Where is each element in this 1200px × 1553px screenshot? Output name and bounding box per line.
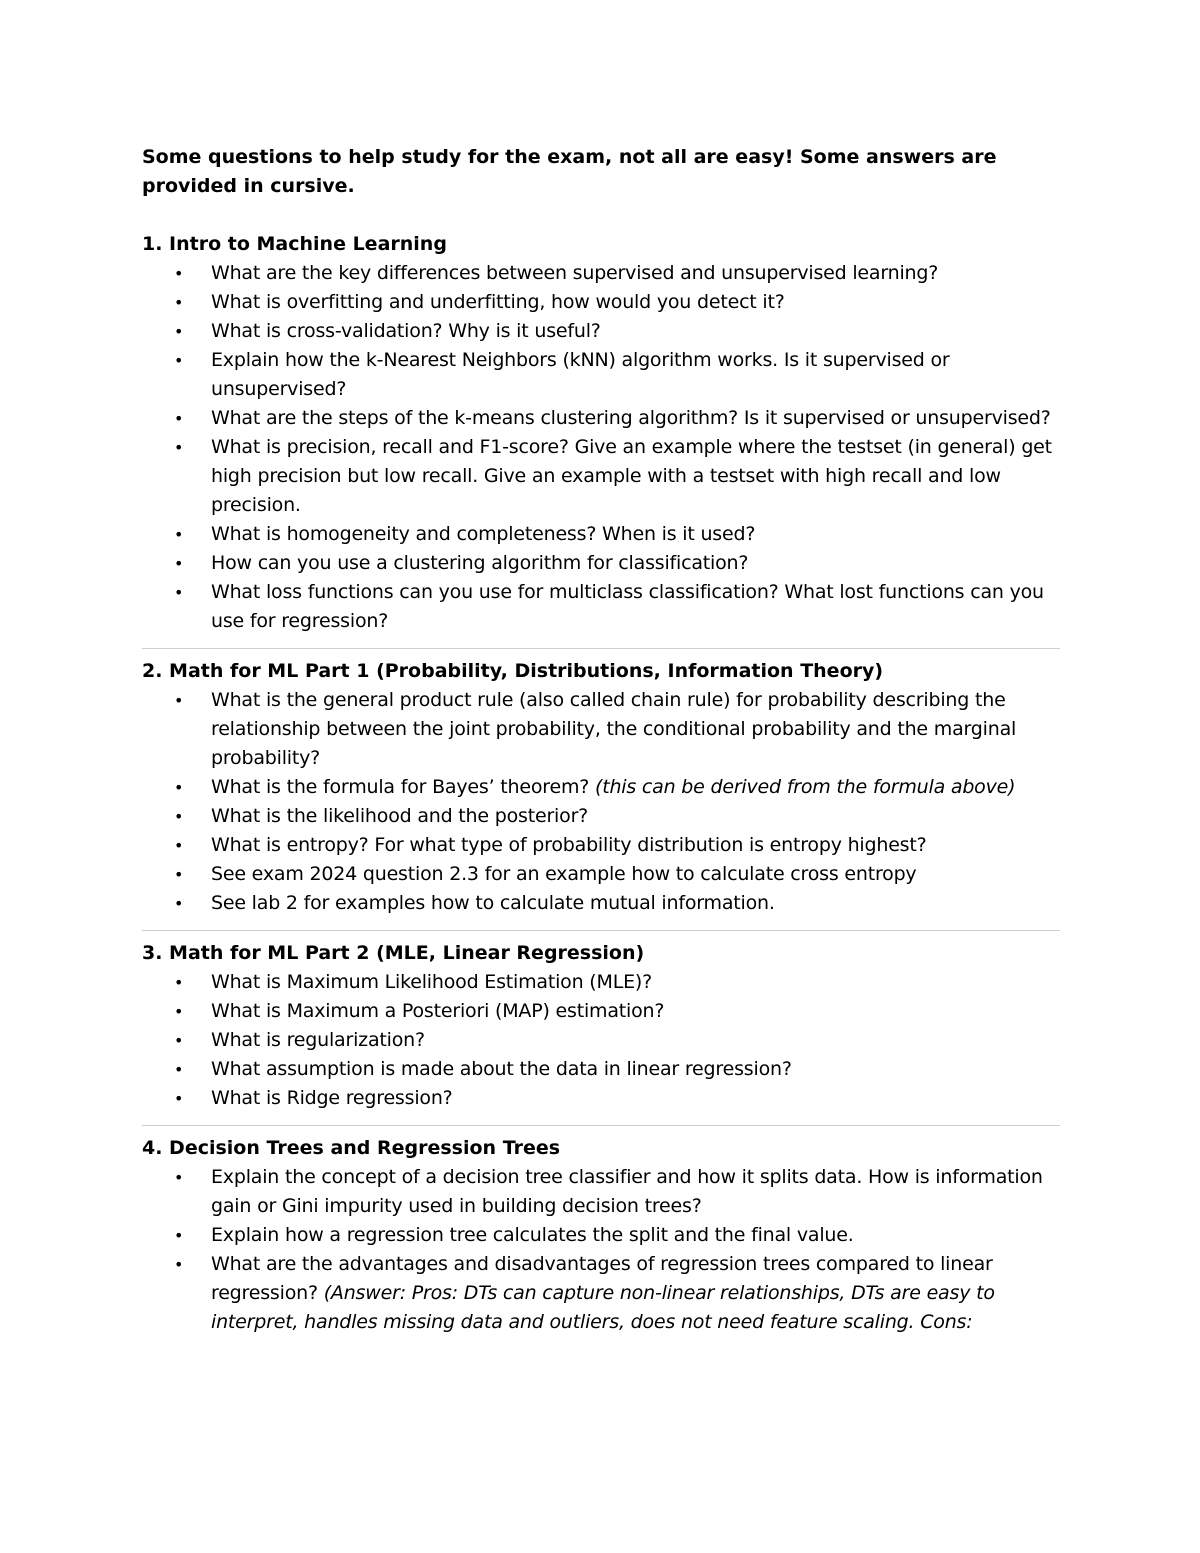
question-text: What is the formula for Bayes’ theorem?	[211, 776, 595, 798]
question-text: Explain how the k-Nearest Neighbors (kNN) algorithm works. Is it supervised or unsupervised?	[211, 349, 950, 400]
question-text: What is overfitting and underfitting, how would you detect it?	[211, 291, 785, 313]
section-heading: 4. Decision Trees and Regression Trees	[142, 1137, 561, 1159]
question-text: What is homogeneity and completeness? When is it used?	[211, 523, 756, 545]
question-text: How can you use a clustering algorithm for classification?	[211, 552, 749, 574]
question-item	[142, 686, 1060, 773]
section-divider	[142, 648, 1060, 649]
question-item	[142, 317, 1060, 346]
sections-container	[142, 230, 1060, 1337]
bullet-icon: •	[174, 525, 184, 544]
question-text: What loss functions can you use for multiclass classification? What lost functions can you use for regression?	[211, 581, 1044, 632]
question-item	[142, 520, 1060, 549]
bullet-icon: •	[174, 409, 184, 428]
question-item	[142, 549, 1060, 578]
section-1	[142, 230, 1060, 636]
question-item	[142, 889, 1060, 918]
question-item	[142, 1163, 1060, 1221]
question-text: What is precision, recall and F1-score? Give an example where the testset (in general) get high precision but low recall. Give an example with a testset with high recall and low precision.	[211, 436, 1052, 516]
question-item	[142, 831, 1060, 860]
question-text: What is the general product rule (also called chain rule) for probability describing the relationship between the joint probability, the conditional probability and the marginal probability?	[211, 689, 1017, 769]
question-item	[142, 1250, 1060, 1337]
question-text: What are the advantages and disadvantages of regression trees compared to linear regression?	[211, 1253, 993, 1304]
bullet-icon: •	[174, 1002, 184, 1021]
question-text: What is cross-validation? Why is it useful?	[211, 320, 601, 342]
bullet-icon: •	[174, 351, 184, 370]
bullet-icon: •	[174, 836, 184, 855]
section-divider	[142, 930, 1060, 931]
bullet-icon: •	[174, 865, 184, 884]
question-item	[142, 346, 1060, 404]
question-text: See lab 2 for examples how to calculate mutual information.	[211, 892, 775, 914]
question-item	[142, 1084, 1060, 1113]
bullet-icon: •	[174, 778, 184, 797]
question-item	[142, 1026, 1060, 1055]
bullet-icon: •	[174, 554, 184, 573]
question-text: What is the likelihood and the posterior?	[211, 805, 589, 827]
section-2	[142, 657, 1060, 918]
question-item	[142, 997, 1060, 1026]
question-item	[142, 288, 1060, 317]
question-text: What are the key differences between supervised and unsupervised learning?	[211, 262, 939, 284]
bullet-icon: •	[174, 1060, 184, 1079]
bullet-icon: •	[174, 691, 184, 710]
question-list	[142, 686, 1060, 918]
question-text: Explain how a regression tree calculates the split and the final value.	[211, 1224, 854, 1246]
bullet-icon: •	[174, 807, 184, 826]
answer-text: (this can be derived from the formula above)	[594, 776, 1016, 798]
question-item	[142, 1221, 1060, 1250]
question-list	[142, 968, 1060, 1113]
question-item	[142, 433, 1060, 520]
section-heading: 1. Intro to Machine Learning	[142, 233, 447, 255]
question-item	[142, 578, 1060, 636]
spacer	[142, 201, 1060, 230]
question-item	[142, 1055, 1060, 1084]
answer-text: (Answer: Pros: DTs can capture non-linear relationships, DTs are easy to interpret, handles missing data and outliers, does not need feature scaling. Cons:	[211, 1282, 995, 1333]
bullet-icon: •	[174, 264, 184, 283]
bullet-icon: •	[174, 1089, 184, 1108]
question-item	[142, 259, 1060, 288]
question-item	[142, 860, 1060, 889]
question-text: What is Ridge regression?	[211, 1087, 453, 1109]
bullet-icon: •	[174, 322, 184, 341]
bullet-icon: •	[174, 1255, 184, 1274]
question-item	[142, 802, 1060, 831]
section-divider	[142, 1125, 1060, 1126]
question-text: What assumption is made about the data in linear regression?	[211, 1058, 792, 1080]
section-heading: 2. Math for ML Part 1 (Probability, Distributions, Information Theory)	[142, 660, 884, 682]
intro-line-1: Some questions to help study for the exam, not all are easy! Some answers are	[142, 146, 997, 168]
question-text: What is Maximum a Posteriori (MAP) estimation?	[211, 1000, 665, 1022]
bullet-icon: •	[174, 894, 184, 913]
bullet-icon: •	[174, 1226, 184, 1245]
bullet-icon: •	[174, 583, 184, 602]
question-item	[142, 968, 1060, 997]
question-list	[142, 1163, 1060, 1337]
question-list	[142, 259, 1060, 636]
bullet-icon: •	[174, 293, 184, 312]
question-text: What is Maximum Likelihood Estimation (MLE)?	[211, 971, 652, 993]
intro-paragraph	[142, 143, 1060, 201]
question-text: What is entropy? For what type of probability distribution is entropy highest?	[211, 834, 927, 856]
question-item	[142, 773, 1060, 802]
section-heading: 3. Math for ML Part 2 (MLE, Linear Regression)	[142, 942, 645, 964]
question-text: Explain the concept of a decision tree classifier and how it splits data. How is information gain or Gini impurity used in building decision trees?	[211, 1166, 1043, 1217]
bullet-icon: •	[174, 1168, 184, 1187]
bullet-icon: •	[174, 1031, 184, 1050]
question-text: What is regularization?	[211, 1029, 425, 1051]
document-page	[142, 143, 1060, 1337]
question-item	[142, 404, 1060, 433]
intro-line-2: provided in cursive.	[142, 175, 355, 197]
section-3	[142, 939, 1060, 1113]
section-4	[142, 1134, 1060, 1337]
bullet-icon: •	[174, 438, 184, 457]
bullet-icon: •	[174, 973, 184, 992]
question-text: What are the steps of the k-means clustering algorithm? Is it supervised or unsupervised?	[211, 407, 1051, 429]
question-text: See exam 2024 question 2.3 for an example how to calculate cross entropy	[211, 863, 917, 885]
